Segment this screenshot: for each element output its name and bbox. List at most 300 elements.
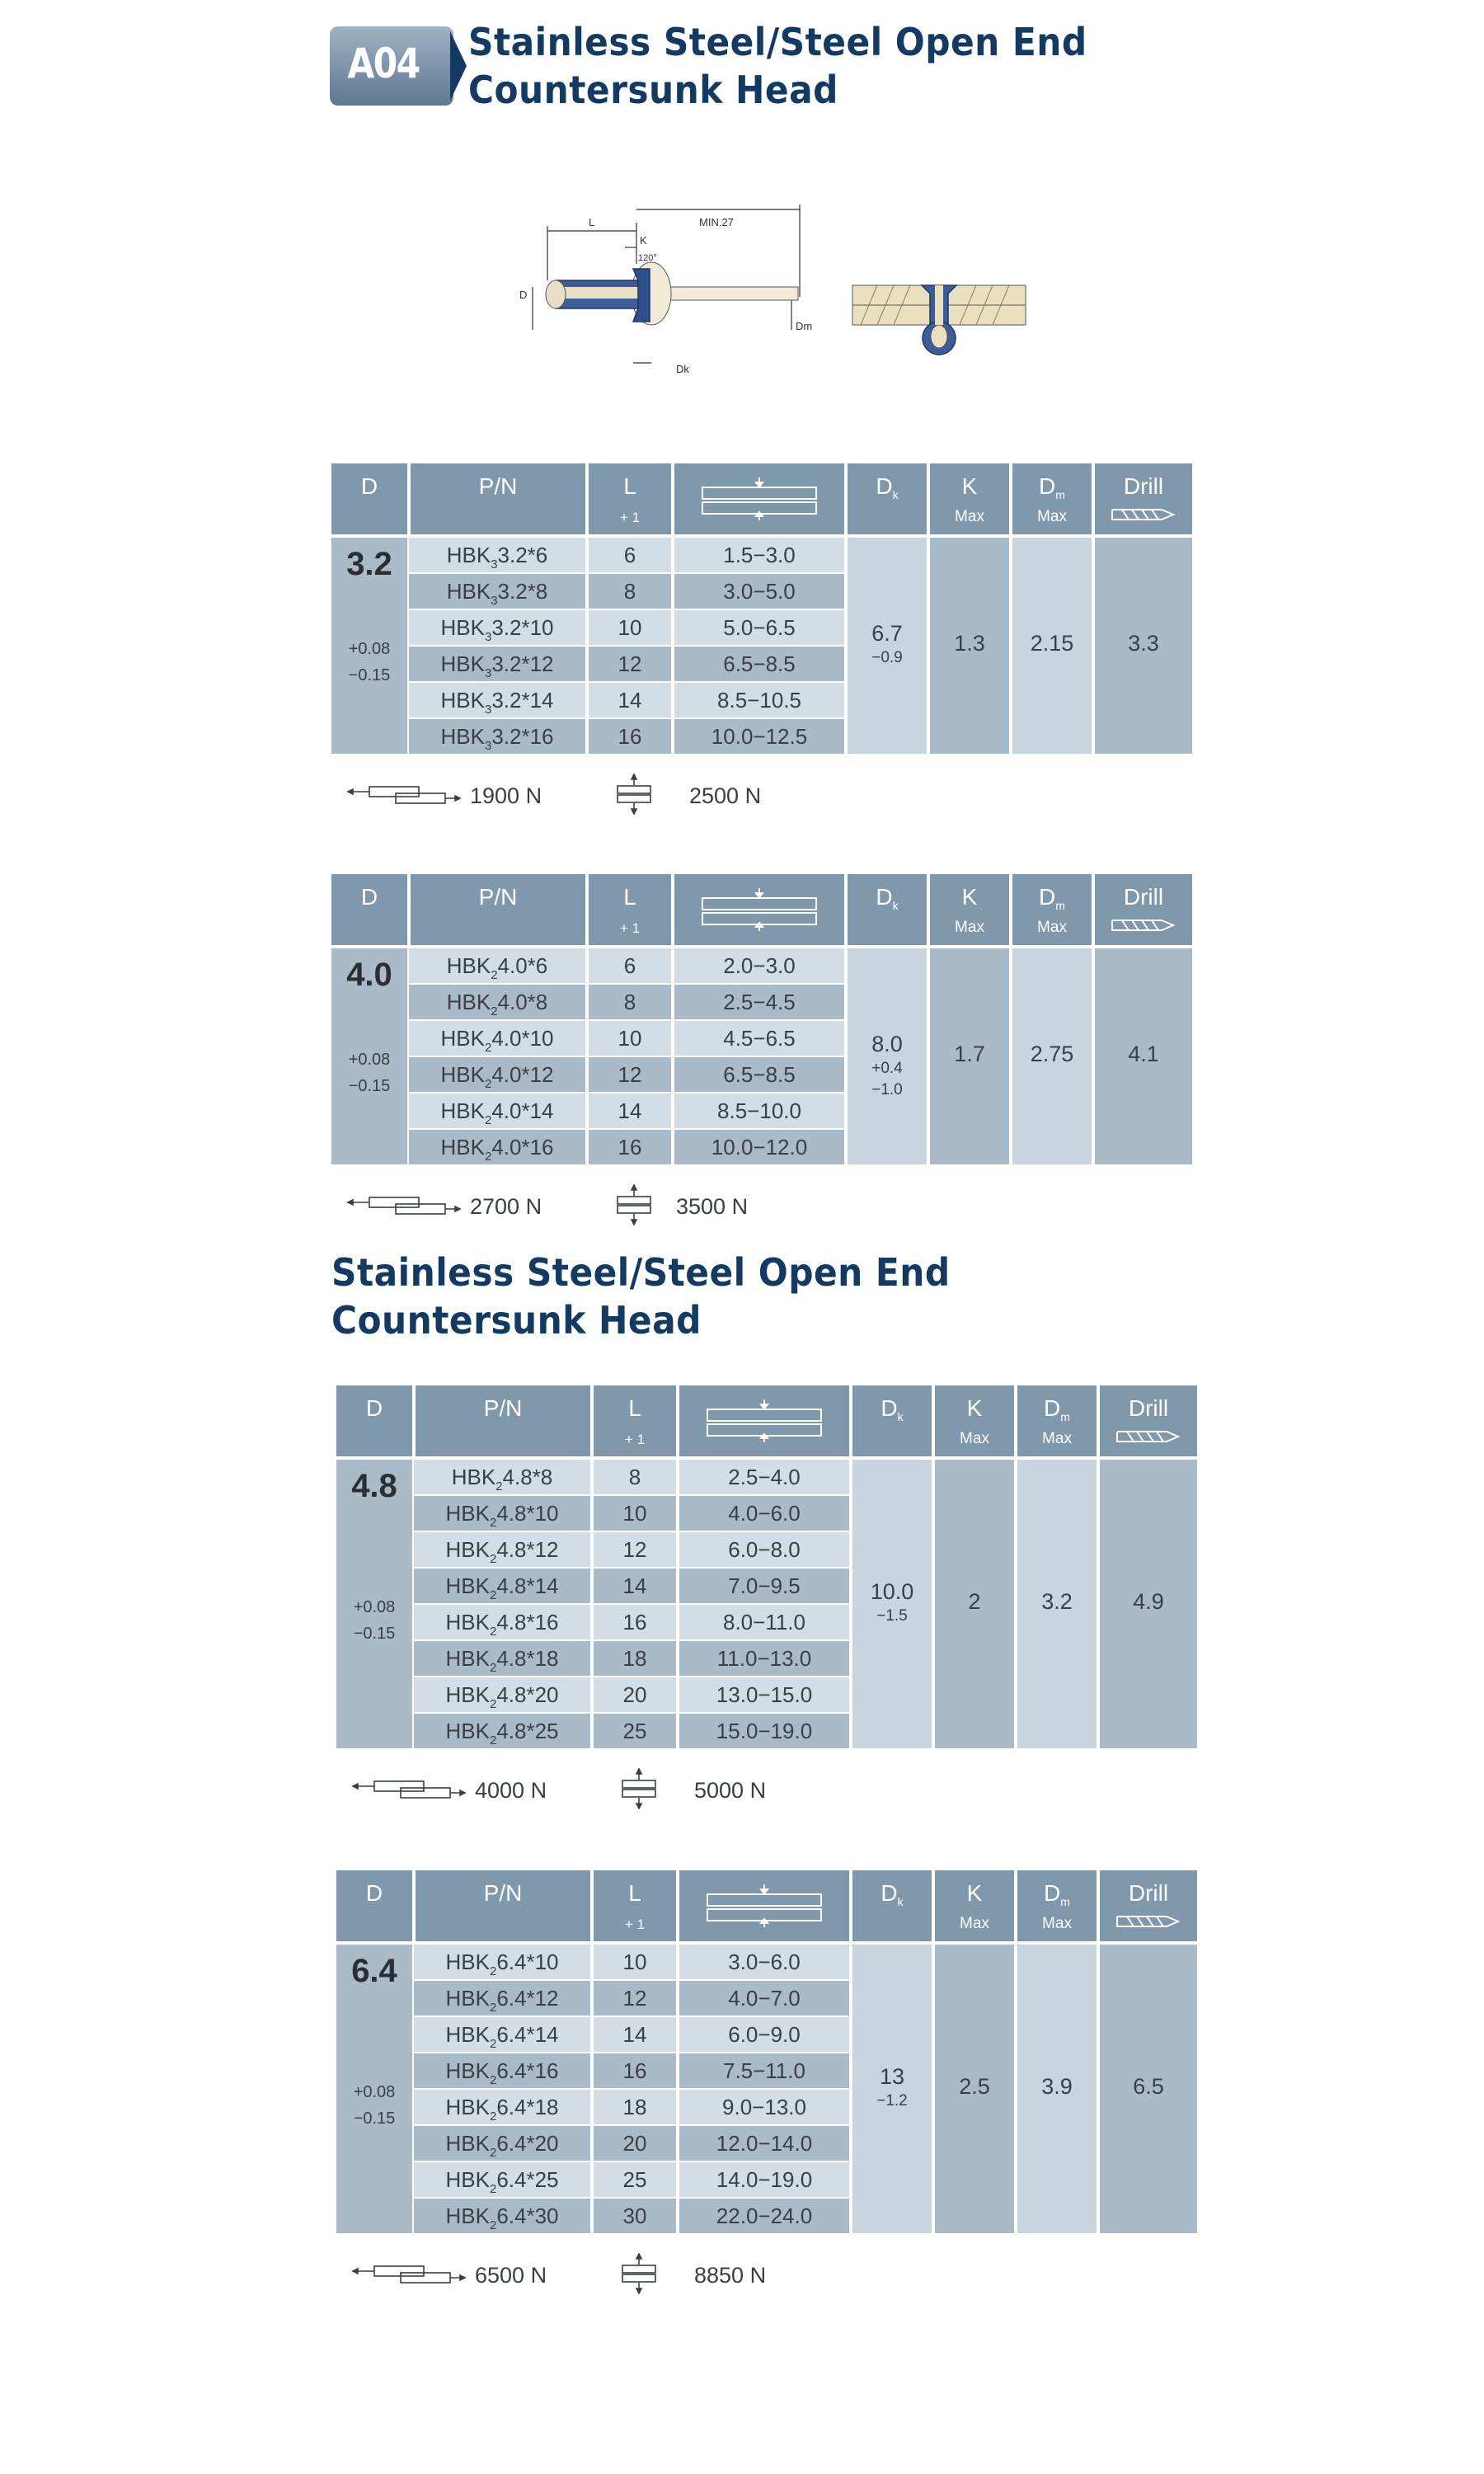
drill-bit-icon [1115, 1913, 1181, 1930]
header-k-sub: Max [960, 1915, 989, 1932]
shear-force-value: 6500 N [475, 2263, 547, 2288]
part-number [409, 1057, 585, 1092]
head-height-value: 1.7 [954, 1042, 985, 1066]
grip-range-icon-wrap [674, 476, 844, 526]
tensile-force-value: 8850 N [694, 2263, 767, 2288]
part-number-value: 4.8*20 [496, 1682, 559, 1707]
head-diameter-tolerance-1: −1.5 [876, 1607, 908, 1625]
part-number-prefix: HBK [440, 1062, 485, 1087]
length-value: 12 [594, 1981, 676, 2015]
header-pn-text: P/N [478, 884, 518, 910]
spec-table [336, 1385, 1197, 1745]
header-dk [852, 1870, 932, 1941]
grip-range-value: 3.0−5.0 [674, 574, 844, 609]
head-diameter-cell [848, 538, 927, 754]
header-dm-label [1017, 1880, 1097, 1907]
part-number-value: 4.8*8 [502, 1465, 553, 1489]
part-number [414, 2199, 590, 2233]
part-number-value: 4.0*6 [497, 953, 548, 978]
grip-range-value: 2.5−4.5 [674, 985, 844, 1019]
header-drill-label [1100, 1395, 1197, 1422]
part-number-value: 4.0*14 [491, 1098, 554, 1123]
part-number-prefix: HBK [445, 2167, 490, 2192]
header-k [930, 874, 1009, 945]
head-diameter-tolerance-1: −1.2 [876, 2092, 908, 2109]
drill-icon-wrap [1100, 1913, 1197, 1934]
part-number-value: 4.8*14 [496, 1573, 559, 1598]
part-number-subscript: 2 [484, 1041, 492, 1055]
part-number-subscript: 2 [489, 2073, 497, 2087]
header-pn-label [411, 473, 585, 500]
part-number-subscript: 2 [489, 2218, 497, 2232]
rivet-diagram [486, 198, 1031, 379]
mandrel-diameter-cell [1017, 1460, 1097, 1748]
header-dm-text: D [1044, 1395, 1061, 1421]
head-height-cell [935, 1945, 1014, 2233]
part-number-prefix: HBK [440, 1026, 485, 1051]
tolerance-minus: −0.15 [348, 1077, 391, 1095]
length-value: 8 [594, 1460, 676, 1494]
header-dm-sub: Max [1042, 1430, 1072, 1447]
shear-strength-icon [346, 1192, 462, 1217]
grip-range-value: 10.0−12.0 [674, 1130, 844, 1164]
rivet-drawing-icon [486, 198, 1031, 379]
tolerance-minus: −0.15 [353, 2109, 396, 2128]
header-dm-label [1012, 884, 1092, 910]
length-value: 12 [589, 1057, 671, 1092]
part-number-value: 3.2*16 [491, 724, 554, 749]
mandrel-diameter-value: 2.75 [1030, 1042, 1074, 1066]
header-d-text: D [360, 884, 378, 910]
part-number [409, 683, 585, 717]
header-drill-label [1095, 884, 1192, 910]
length-value: 16 [594, 1605, 676, 1639]
mandrel-diameter-value: 3.2 [1041, 1589, 1073, 1614]
part-number-subscript: 2 [484, 1077, 492, 1091]
head-height-value: 2.5 [959, 2074, 990, 2099]
header-k-label [930, 884, 1009, 910]
header-d [331, 463, 407, 534]
header-k-text: K [966, 1880, 983, 1906]
length-value: 16 [589, 1130, 671, 1164]
tensile-force-value: 2500 N [689, 783, 762, 808]
length-value: 14 [594, 2017, 676, 2052]
head-diameter-value: 10.0 [870, 1579, 914, 1604]
part-number-subscript: 2 [489, 2001, 497, 2015]
header-dk [852, 1385, 932, 1456]
part-number-value: 3.2*6 [497, 543, 548, 567]
mandrel-diameter-value: 3.9 [1041, 2074, 1073, 2099]
part-number-subscript: 2 [489, 1697, 497, 1711]
part-number-subscript: 3 [484, 739, 492, 753]
part-number-subscript: 2 [489, 2182, 497, 2196]
header-l-label [594, 1395, 676, 1422]
header-dk-label [852, 1880, 932, 1907]
part-number [414, 1605, 590, 1639]
grip-range-icon [702, 1398, 826, 1444]
length-value: 14 [589, 683, 671, 717]
grip-range-icon [702, 1883, 826, 1929]
tolerance-plus: +0.08 [353, 1598, 396, 1616]
tensile-force-value: 3500 N [676, 1194, 749, 1219]
part-number-prefix: HBK [446, 990, 491, 1014]
diameter-value: 4.8 [351, 1468, 397, 1504]
header-pn [411, 463, 585, 534]
part-number [414, 2017, 590, 2052]
header-dk [848, 874, 927, 945]
section-badge [330, 25, 468, 107]
length-value: 16 [589, 719, 671, 754]
tensile-strength-icon [618, 1768, 660, 1809]
tolerance-plus: +0.08 [348, 1051, 391, 1069]
part-number-value: 4.8*10 [496, 1501, 559, 1526]
tolerance-minus: −0.15 [353, 1625, 396, 1643]
grip-range-value: 8.5−10.0 [674, 1094, 844, 1128]
grip-range-value: 3.0−6.0 [679, 1945, 849, 1979]
part-number [409, 948, 585, 983]
length-value: 12 [594, 1532, 676, 1567]
drill-size-value: 4.9 [1133, 1589, 1164, 1614]
part-number [409, 719, 585, 754]
grip-range-value: 22.0−24.0 [679, 2199, 849, 2233]
header-k-label [935, 1880, 1014, 1907]
header-dk-label [848, 473, 927, 500]
part-number-value: 4.0*8 [497, 990, 548, 1014]
tensile-icon [613, 1184, 655, 1230]
grip-range-value: 7.0−9.5 [679, 1569, 849, 1603]
header-dm-text: D [1044, 1880, 1061, 1906]
part-number [409, 985, 585, 1019]
head-height-cell [935, 1460, 1014, 1748]
header-pn-text: P/N [483, 1395, 523, 1421]
drill-size-cell [1095, 538, 1192, 754]
header-dk [848, 463, 927, 534]
header-l-label [594, 1880, 676, 1907]
header-dk-text: D [876, 473, 893, 499]
tensile-force-value: 5000 N [694, 1778, 767, 1803]
header-dm [1017, 1385, 1097, 1456]
header-drill-label [1095, 473, 1192, 500]
header-dm-sub: Max [1042, 1915, 1072, 1932]
header-dm-label [1012, 473, 1092, 500]
section-title-line2: Countersunk Head [331, 1298, 702, 1343]
header-grip-range [679, 1385, 849, 1456]
length-value: 16 [594, 2053, 676, 2088]
part-number [414, 1641, 590, 1676]
part-number-subscript: 2 [489, 2109, 497, 2124]
part-number-value: 6.4*16 [496, 2058, 559, 2083]
part-number-value: 4.8*12 [496, 1537, 559, 1562]
badge-label: A04 [347, 40, 420, 87]
grip-range-icon-wrap [679, 1398, 849, 1448]
part-number-value: 6.4*10 [496, 1950, 559, 1974]
header-grip-range [674, 874, 844, 945]
part-number-prefix: HBK [445, 1501, 490, 1526]
part-number [414, 2126, 590, 2161]
part-number [414, 1569, 590, 1603]
part-number [409, 647, 585, 681]
part-number [414, 1945, 590, 1979]
table-header [331, 874, 1192, 945]
diameter-cell [331, 538, 407, 754]
part-number-subscript: 3 [484, 666, 492, 680]
part-number-subscript: 3 [491, 557, 498, 571]
length-value: 20 [594, 2126, 676, 2161]
part-number [409, 538, 585, 572]
drill-size-value: 6.5 [1133, 2074, 1164, 2099]
grip-range-value: 4.0−7.0 [679, 1981, 849, 2015]
spec-table [336, 1870, 1197, 2230]
header-dk-subscript: k [897, 1410, 904, 1423]
header-dm-subscript: m [1055, 899, 1065, 912]
diameter-tolerance [331, 636, 407, 689]
header-k [935, 1870, 1014, 1941]
part-number-subscript: 2 [484, 1113, 492, 1127]
part-number-subscript: 3 [491, 594, 498, 608]
header-drill-text: Drill [1128, 1880, 1169, 1906]
header-l-label [589, 884, 671, 910]
header-d [331, 874, 407, 945]
drill-size-cell [1100, 1460, 1197, 1748]
header-dm-text: D [1039, 473, 1056, 499]
grip-range-value: 2.0−3.0 [674, 948, 844, 983]
part-number-value: 6.4*12 [496, 1986, 559, 2011]
part-number-prefix: HBK [440, 651, 485, 676]
table-body [336, 1460, 1197, 1748]
header-pn [411, 874, 585, 945]
table-body [331, 538, 1192, 754]
part-number-value: 4.0*10 [491, 1026, 554, 1051]
head-height-cell [930, 538, 1009, 754]
header-dm-sub: Max [1037, 508, 1067, 525]
length-value: 10 [594, 1945, 676, 1979]
grip-range-value: 8.5−10.5 [674, 683, 844, 717]
part-number-prefix: HBK [445, 1986, 490, 2011]
section-title-line1: Stainless Steel/Steel Open End [331, 1250, 951, 1295]
grip-range-value: 15.0−19.0 [679, 1714, 849, 1748]
header-dm [1012, 463, 1092, 534]
part-number [414, 2090, 590, 2124]
header-pn-label [411, 884, 585, 910]
grip-range-value: 11.0−13.0 [679, 1641, 849, 1676]
part-number-subscript: 2 [489, 1588, 497, 1602]
grip-range-value: 10.0−12.5 [674, 719, 844, 754]
header-dk-label [848, 884, 927, 910]
drill-icon-wrap [1095, 917, 1192, 938]
header-k-label [930, 473, 1009, 500]
header-l [589, 874, 671, 945]
header-d-text: D [360, 473, 378, 499]
diagram-label-Dm: Dm [796, 320, 813, 332]
header-dk-text: D [876, 884, 893, 910]
header-pn-label [416, 1395, 590, 1422]
header-drill-text: Drill [1123, 884, 1164, 910]
part-number [409, 1130, 585, 1164]
header-d-label [336, 1880, 412, 1907]
table-header [336, 1870, 1197, 1941]
grip-range-value: 6.0−8.0 [679, 1532, 849, 1567]
grip-range-value: 5.0−6.5 [674, 610, 844, 645]
header-dm-sub: Max [1037, 919, 1067, 936]
header-l [594, 1870, 676, 1941]
shear-strength-icon [346, 782, 462, 807]
head-diameter-cell [852, 1945, 932, 2233]
drill-bit-icon [1111, 506, 1176, 523]
length-value: 6 [589, 948, 671, 983]
head-diameter-tolerance [852, 1606, 932, 1627]
length-value: 10 [589, 1021, 671, 1056]
table-header [336, 1385, 1197, 1456]
header-drill [1095, 463, 1192, 534]
part-number-prefix: HBK [451, 1465, 496, 1489]
part-number-prefix: HBK [445, 1537, 490, 1562]
spec-table [331, 874, 1192, 1164]
part-number-prefix: HBK [445, 2131, 490, 2156]
shear-icon [351, 2261, 467, 2290]
head-diameter-cell [852, 1460, 932, 1748]
grip-range-value: 4.5−6.5 [674, 1021, 844, 1056]
grip-range-icon-wrap [674, 887, 844, 937]
header-k [935, 1385, 1014, 1456]
header-grip-range [674, 463, 844, 534]
header-l [589, 463, 671, 534]
table-header [331, 463, 1192, 534]
header-dk-subscript: k [892, 899, 899, 912]
tensile-icon [618, 2253, 660, 2298]
head-diameter-value: 6.7 [871, 621, 903, 646]
table-body [336, 1945, 1197, 2233]
head-diameter-tolerance [852, 2091, 932, 2112]
length-value: 18 [594, 1641, 676, 1676]
diameter-value: 3.2 [346, 546, 392, 582]
diameter-tolerance [331, 1047, 407, 1099]
header-dm-text: D [1039, 884, 1056, 910]
header-d [336, 1870, 412, 1941]
part-number [414, 1496, 590, 1531]
part-number-prefix: HBK [445, 1682, 490, 1707]
head-height-value: 1.3 [954, 631, 985, 656]
drill-size-cell [1095, 948, 1192, 1164]
part-number-subscript: 2 [491, 968, 498, 982]
header-d-label [331, 473, 407, 500]
grip-range-icon-wrap [679, 1883, 849, 1933]
header-k-label [935, 1395, 1014, 1422]
head-diameter-tolerance [848, 1058, 927, 1101]
grip-range-value: 7.5−11.0 [679, 2053, 849, 2088]
part-number-subscript: 2 [489, 1733, 497, 1747]
shear-icon [346, 782, 462, 811]
part-number [414, 2162, 590, 2197]
head-height-cell [930, 948, 1009, 1164]
shear-strength-icon [351, 1776, 467, 1801]
part-number-value: 4.8*25 [496, 1719, 559, 1743]
part-number-subscript: 2 [489, 1625, 497, 1639]
length-value: 14 [594, 1569, 676, 1603]
drill-icon-wrap [1095, 506, 1192, 527]
part-number-subscript: 2 [495, 1479, 503, 1493]
shear-icon [351, 1776, 467, 1805]
diagram-label-Dk: Dk [676, 363, 689, 375]
header-d [336, 1385, 412, 1456]
part-number-prefix: HBK [440, 1098, 485, 1123]
header-grip-range [679, 1870, 849, 1941]
length-value: 8 [589, 985, 671, 1019]
part-number-value: 6.4*20 [496, 2131, 559, 2156]
header-pn [416, 1870, 590, 1941]
mandrel-diameter-cell [1012, 948, 1092, 1164]
grip-range-value: 9.0−13.0 [679, 2090, 849, 2124]
mandrel-diameter-cell [1012, 538, 1092, 754]
part-number-value: 6.4*30 [496, 2204, 559, 2228]
part-number [409, 1094, 585, 1128]
part-number-prefix: HBK [445, 2058, 490, 2083]
header-l-text: L [628, 1395, 641, 1421]
tensile-icon [618, 1768, 660, 1813]
length-value: 18 [594, 2090, 676, 2124]
header-l-sub: + 1 [619, 920, 641, 936]
header-k-text: K [961, 473, 978, 499]
length-value: 12 [589, 647, 671, 681]
part-number-prefix: HBK [445, 2022, 490, 2047]
part-number-prefix: HBK [440, 724, 485, 749]
grip-range-value: 13.0−15.0 [679, 1677, 849, 1712]
part-number-prefix: HBK [445, 2204, 490, 2228]
diameter-tolerance [336, 2079, 412, 2132]
header-dk-subscript: k [897, 1895, 904, 1908]
drill-size-cell [1100, 1945, 1197, 2233]
part-number-subscript: 2 [489, 1661, 497, 1675]
header-d-text: D [365, 1395, 383, 1421]
length-value: 6 [589, 538, 671, 572]
part-number-value: 4.8*18 [496, 1646, 559, 1671]
header-pn-text: P/N [478, 473, 518, 499]
length-value: 25 [594, 2162, 676, 2197]
spec-table [331, 463, 1192, 753]
part-number-subscript: 2 [489, 1964, 497, 1978]
header-k [930, 463, 1009, 534]
part-number-value: 3.2*8 [497, 579, 548, 604]
part-number-subscript: 2 [491, 1004, 498, 1018]
head-diameter-value: 8.0 [871, 1032, 903, 1056]
part-number-subscript: 2 [484, 1150, 492, 1164]
header-dm [1012, 874, 1092, 945]
header-drill-text: Drill [1123, 473, 1164, 499]
part-number-prefix: HBK [446, 953, 491, 978]
grip-range-value: 6.0−9.0 [679, 2017, 849, 2052]
grip-range-icon [697, 887, 821, 933]
part-number-value: 3.2*10 [491, 615, 554, 640]
header-dk-subscript: k [892, 488, 899, 501]
page-title-line2: Countersunk Head [468, 68, 838, 112]
part-number-prefix: HBK [446, 543, 491, 567]
length-value: 14 [589, 1094, 671, 1128]
header-l-sub: + 1 [624, 1432, 646, 1447]
diagram-label-K: K [640, 234, 647, 247]
part-number-value: 4.0*12 [491, 1062, 554, 1087]
drill-bit-icon [1115, 1428, 1181, 1445]
part-number-value: 4.8*16 [496, 1610, 559, 1634]
head-diameter-value: 13 [879, 2064, 905, 2089]
header-drill-text: Drill [1128, 1395, 1169, 1421]
part-number [414, 1532, 590, 1567]
part-number-prefix: HBK [445, 1610, 490, 1634]
part-number-subscript: 3 [484, 630, 492, 644]
grip-range-value: 6.5−8.5 [674, 647, 844, 681]
part-number-subscript: 2 [489, 1516, 497, 1530]
tolerance-plus: +0.08 [348, 640, 391, 658]
grip-range-value: 2.5−4.0 [679, 1460, 849, 1494]
diagram-label-min: MIN.27 [699, 216, 734, 228]
